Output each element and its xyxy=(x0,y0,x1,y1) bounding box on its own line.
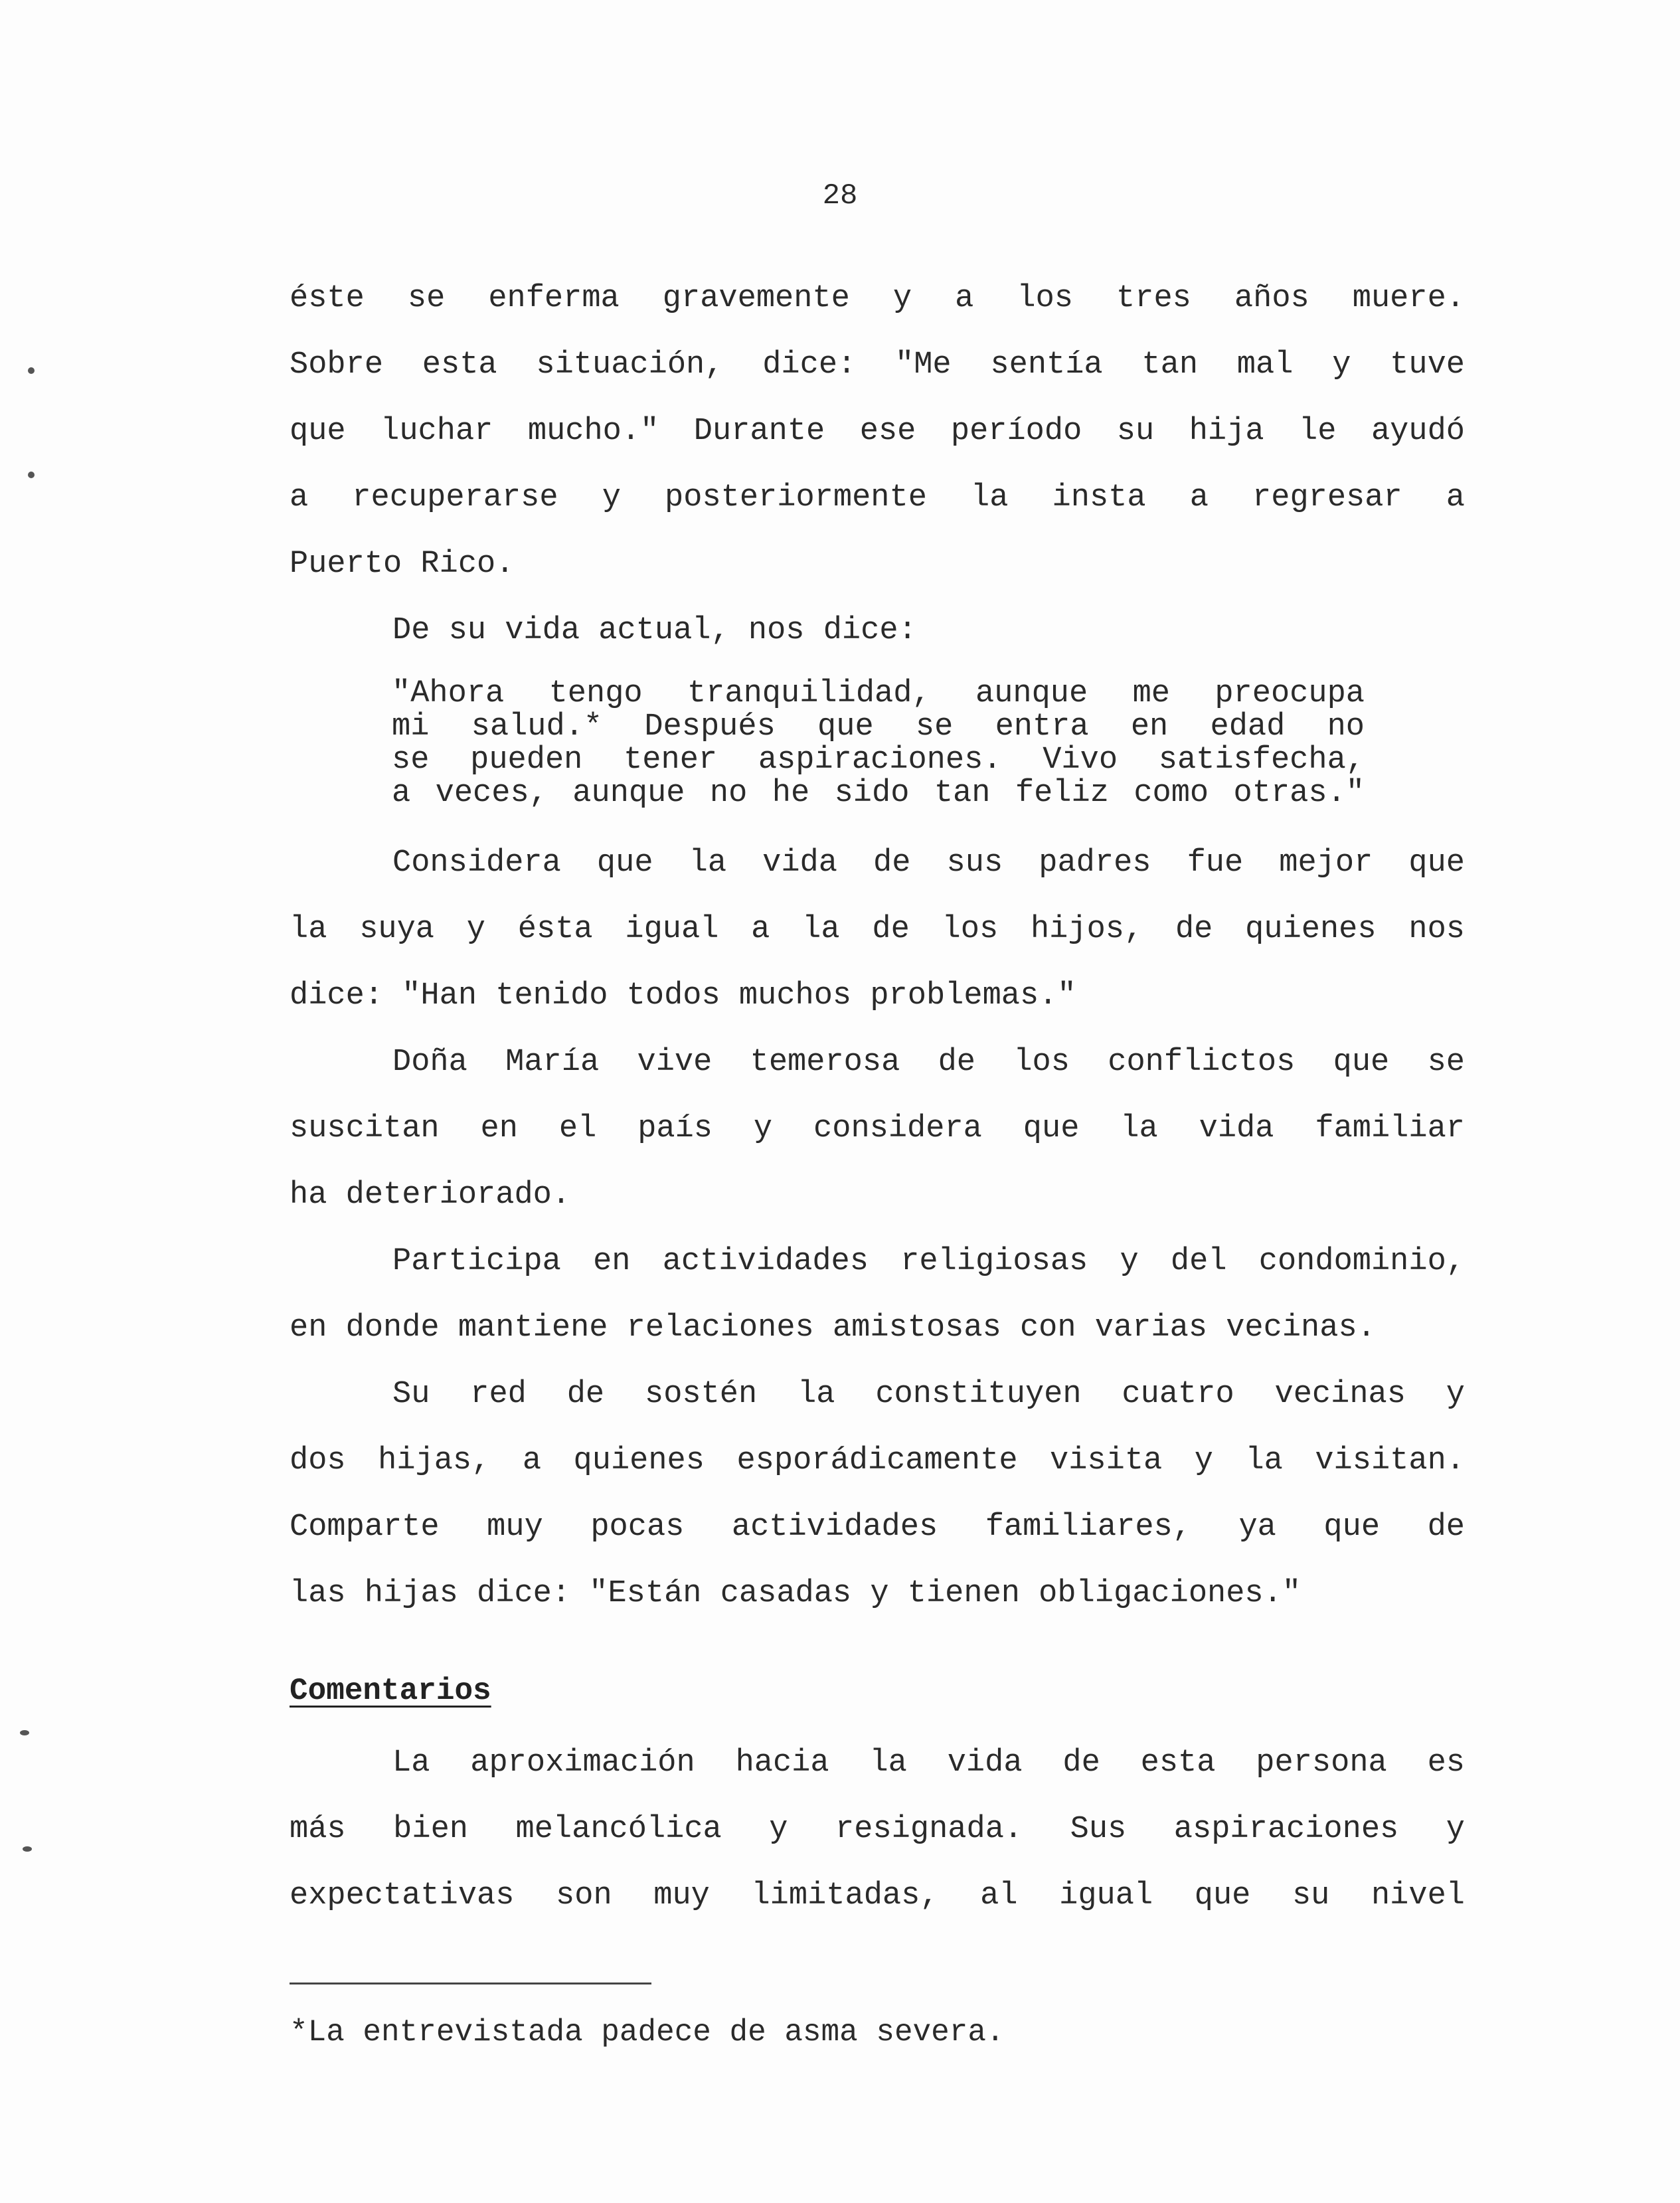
paragraph-1 xyxy=(290,266,1465,598)
text-line: las hijas dice: "Están casadas y tienen obligaciones." xyxy=(290,1576,1302,1611)
scan-speck xyxy=(28,367,35,374)
footnote: *La entrevistada padece de asma severa. xyxy=(290,2015,1005,2050)
text-line: la suya y ésta igual a la de los hijos, de quienes nos xyxy=(290,912,1465,947)
scan-speck xyxy=(23,1846,32,1852)
quote-intro xyxy=(290,598,1465,664)
page-number: 28 xyxy=(822,179,858,213)
text-line: dice: "Han tenido todos muchos problemas." xyxy=(290,978,1076,1013)
paragraph-5 xyxy=(290,1362,1465,1627)
text-line: Sobre esta situación, dice: "Me sentía tan mal y tuve xyxy=(290,347,1465,383)
text-line: Doña María vive temerosa de los conflictos que se xyxy=(392,1045,1465,1080)
text-line: Su red de sostén la constituyen cuatro vecinas y xyxy=(392,1377,1465,1412)
text-line: Puerto Rico. xyxy=(290,547,515,582)
paragraph-2 xyxy=(290,830,1465,1029)
text-line: en donde mantiene relaciones amistosas con varias vecinas. xyxy=(290,1310,1376,1346)
text-line: De su vida actual, nos dice: xyxy=(392,613,917,648)
text-line: Comparte muy pocas actividades familiares, ya que de xyxy=(290,1510,1465,1545)
block-quote xyxy=(392,677,1365,810)
footnote-divider xyxy=(290,1983,651,1984)
text-line: expectativas son muy limitadas, al igual que su nivel xyxy=(290,1878,1465,1913)
text-line: La aproximación hacia la vida de esta persona es xyxy=(392,1745,1465,1781)
paragraph-3 xyxy=(290,1029,1465,1229)
quote-line: se pueden tener aspiraciones. Vivo satisfecha, xyxy=(392,743,1365,778)
paragraph-4 xyxy=(290,1229,1465,1362)
text-line: ha deteriorado. xyxy=(290,1178,571,1213)
scan-speck xyxy=(20,1730,29,1735)
text-line: a recuperarse y posteriormente la insta a regresar a xyxy=(290,480,1465,515)
scan-speck xyxy=(28,472,35,478)
text-line: que luchar mucho." Durante ese período su hija le ayudó xyxy=(290,414,1465,449)
quote-line: a veces, aunque no he sido tan feliz como otras." xyxy=(392,776,1365,811)
text-line: dos hijas, a quienes esporádicamente visita y la visitan. xyxy=(290,1443,1465,1478)
quote-line: mi salud.* Después que se entra en edad no xyxy=(392,709,1365,745)
quote-line: "Ahora tengo tranquilidad, aunque me preocupa xyxy=(392,676,1365,711)
text-line: suscitan en el país y considera que la vida familiar xyxy=(290,1111,1465,1146)
text-line: Participa en actividades religiosas y del condominio, xyxy=(392,1244,1465,1279)
paragraph-6 xyxy=(290,1730,1465,1929)
text-line: más bien melancólica y resignada. Sus aspiraciones y xyxy=(290,1812,1465,1847)
section-heading: Comentarios xyxy=(290,1674,491,1708)
text-line: Considera que la vida de sus padres fue mejor que xyxy=(392,845,1465,881)
text-line: éste se enferma gravemente y a los tres años muere. xyxy=(290,281,1465,316)
